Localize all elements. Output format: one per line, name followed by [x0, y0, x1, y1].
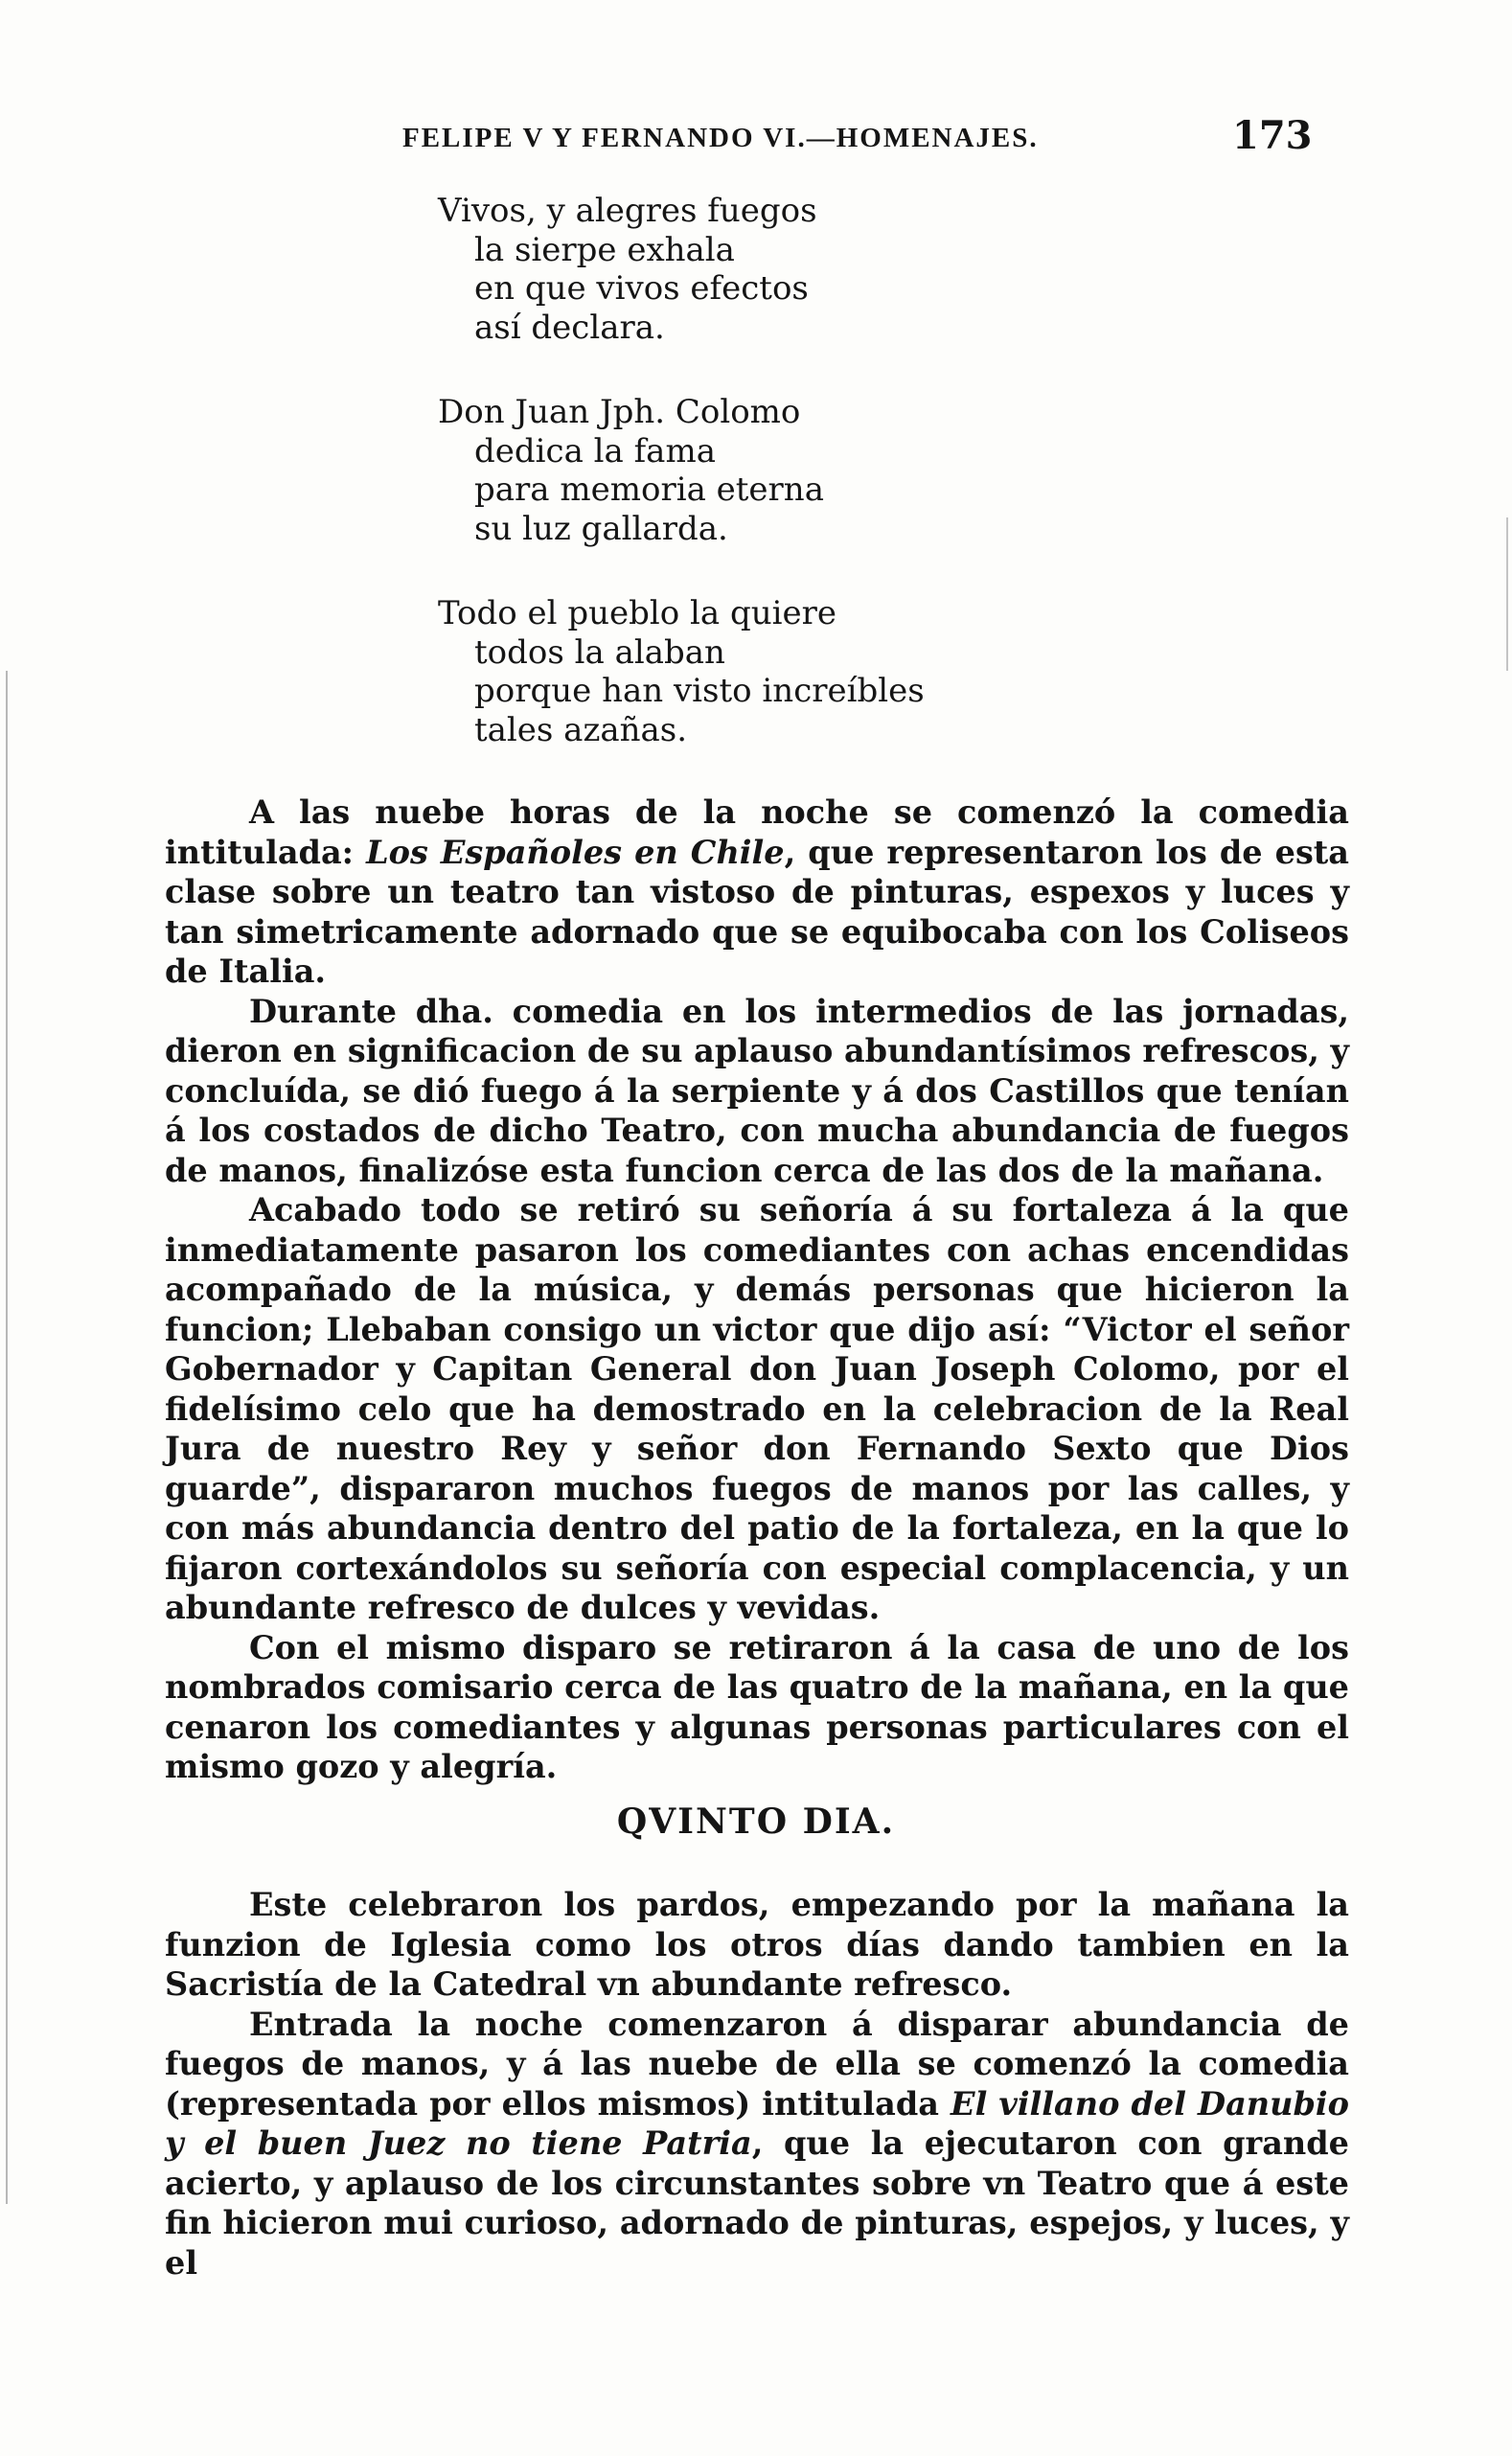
poem-line: en que vivos efectos — [474, 269, 809, 308]
poem-line: porque han visto increíbles — [474, 672, 925, 710]
paragraph: Acabado todo se retiró su señoría á su fortaleza á la que inmediatamente pasaron los comediantes con achas encendidas acompañado de la música, y demás personas que hicieron la funcion; Llebaban consigo un victor que dijo así: “Victor el señor Gobernador y Capitan General don Juan Joseph Colomo, por el fidelísimo celo que ha demostrado en la celebracion de la Real Jura de nuestro Rey y señor don Fernando Sexto que Dios guarde”, dispararon muchos fuegos de manos por las calles, y con más abundancia dentro del patio de la fortaleza, en la que lo fijaron cortexándolos su señoría con especial complacencia, y un abundante refresco de dulces y vevidas. — [165, 1191, 1349, 1626]
text-run: , que representaron los de esta clase sobre un teatro tan vistoso de pinturas, espexos y luces y tan simetricamente adornado que se equibocaba con los Coliseos de Italia. — [165, 833, 1349, 990]
poem-stanza-3 — [438, 594, 925, 749]
text-run: Entrada la noche comenzaron á disparar abundancia de fuegos de manos, y á las nuebe de ella se comenzó la comedia (representada por ellos mismos) intitulada — [165, 2005, 1349, 2123]
poem-line: Don Juan Jph. Colomo — [438, 393, 801, 431]
poem-line: tales azañas. — [474, 710, 688, 749]
poem-line: Vivos, y alegres fuegos — [438, 192, 817, 230]
text-run: A las nuebe horas de la noche se comenzó la comedia intitulada: — [165, 793, 1349, 871]
prose-block-2 — [165, 1885, 1349, 2283]
paragraph — [165, 2005, 1349, 2284]
play-title: El villano del Danubio y el buen Juez no tiene Patria — [165, 2084, 1349, 2162]
poem-line: todos la alaban — [474, 632, 725, 672]
poem-line: dedica la fama — [474, 431, 716, 471]
poem-line: así declara. — [474, 308, 665, 347]
play-title: Los Españoles en Chile — [366, 833, 785, 871]
poem-stanza-1 — [438, 192, 817, 347]
poem-line: Todo el pueblo la quiere — [438, 594, 837, 632]
poem-line: la sierpe exhala — [474, 230, 735, 269]
poem-line: para memoria eterna — [474, 471, 824, 509]
section-heading: QVINTO DIA. — [616, 1802, 896, 1842]
paragraph: Este celebraron los pardos, empezando por la mañana la funzion de Iglesia como los otros días dando tambien en la Sacristía de la Catedral vn abundante refresco. — [165, 1886, 1349, 2003]
poem-stanza-2 — [438, 393, 824, 548]
paragraph — [165, 792, 1349, 992]
paragraph: Con el mismo disparo se retiraron á la casa de uno de los nombrados comisario cerca de las quatro de la mañana, en la que cenaron los comediantes y algunas personas particulares con el mismo gozo y alegría. — [165, 1628, 1349, 1785]
poem-line: su luz gallarda. — [474, 509, 728, 548]
page-edge-mark — [1506, 517, 1508, 671]
paragraph: Durante dha. comedia en los intermedios de las jornadas, dieron en significacion de su aplauso abundantísimos refrescos, y concluída, se dió fuego á la serpiente y á dos Castillos que tenían á los costados de dicho Teatro, con mucha abundancia de fuegos de manos, finalizóse esta funcion cerca de las dos de la mañana. — [165, 992, 1349, 1189]
page-number: 173 — [1232, 113, 1313, 158]
binding-shadow — [6, 671, 8, 2204]
running-title: FELIPE V Y FERNANDO VI.—HOMENAJES. — [402, 123, 1039, 153]
text-run: , que la ejecutaron con grande acierto, y aplauso de los circunstantes sobre vn Teatro que á este fin hicieron mui curioso, adornado de pinturas, espejos, y luces, y el — [165, 2124, 1349, 2282]
prose-block-1 — [165, 792, 1349, 1787]
